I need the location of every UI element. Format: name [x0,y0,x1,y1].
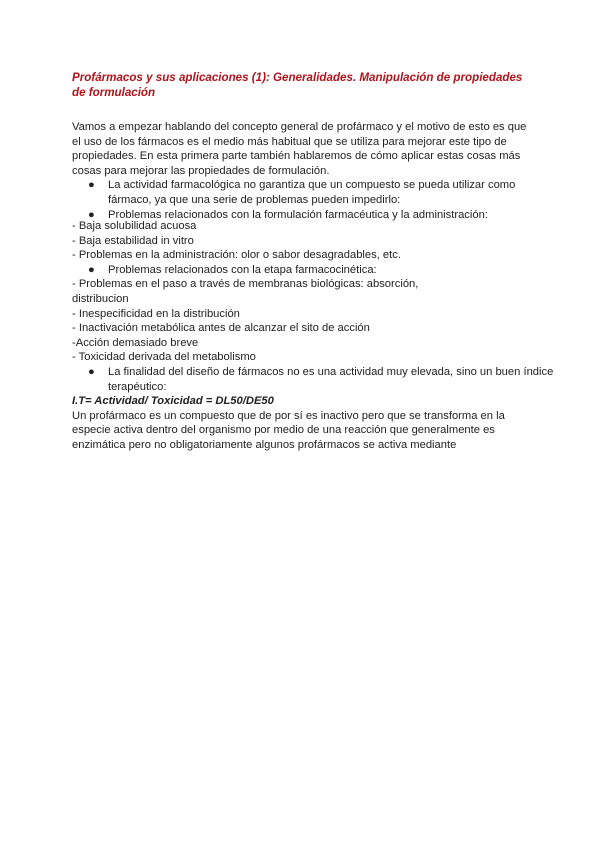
document-title: Profármacos y sus aplicaciones (1): Generalidades. Manipulación de propiedades de formulación [72,71,523,99]
document-content [72,70,528,222]
list-item: - Inespecificidad en la distribución [72,307,240,320]
list-item: -Acción demasiado breve [72,336,199,349]
bullet-item [72,263,542,278]
list-item: - Inactivación metabólica antes de alcanzar el sito de acción [72,322,370,335]
list-item: - Problemas en el paso a través de membranas biológicas: absorción, [72,278,419,291]
bullet-dot-icon: ● [88,179,95,192]
list-item: - Toxicidad derivada del metabolismo [72,351,256,364]
intro-paragraph: Vamos a empezar hablando del concepto general de profármaco y el motivo de esto es que el uso de los fármacos es el medio más habitual que se utiliza para mejorar este tipo de propiedades. En esta primera parte también hablaremos de cómo aplicar estas cosas más cosas para mejorar las propiedades de formulación. [72,121,527,177]
bullet-text: Problemas relacionados con la etapa farmacocinética: [108,263,377,276]
definition-paragraph: Un profármaco es un compuesto que de por sí es inactivo pero que se transforma en la especie activa dentro del organismo por medio de una reacción que generalmente es enzimática pero no obligatoriamente algunos profármacos se activa mediante [72,409,505,451]
bullet-dot-icon: ● [88,365,95,378]
bullet-dot-icon: ● [88,263,95,276]
bullet-text: Problemas relacionados con la formulación farmacéutica y la administración: [108,208,488,221]
bullet-item [72,365,564,394]
bullet-item [72,178,528,207]
bullet-text: La finalidad del diseño de fármacos no es una actividad muy elevada, sino un buen índice terapéutico: [108,365,554,393]
list-item: - Baja estabilidad in vitro [72,234,194,247]
list-item: distribucion [72,292,129,305]
list-item: - Baja solubilidad acuosa [72,220,197,232]
bullet-dot-icon: ● [88,208,95,221]
bullet-text: La actividad farmacológica no garantiza que un compuesto se pueda utilizar como fármaco, ya que una serie de problemas pueden impedirlo: [108,179,516,206]
problem-list [72,219,554,453]
therapeutic-index-formula: I.T= Actividad/ Toxicidad = DL50/DE50 [72,395,274,408]
list-item: - Problemas en la administración: olor o sabor desagradables, etc. [72,249,401,262]
